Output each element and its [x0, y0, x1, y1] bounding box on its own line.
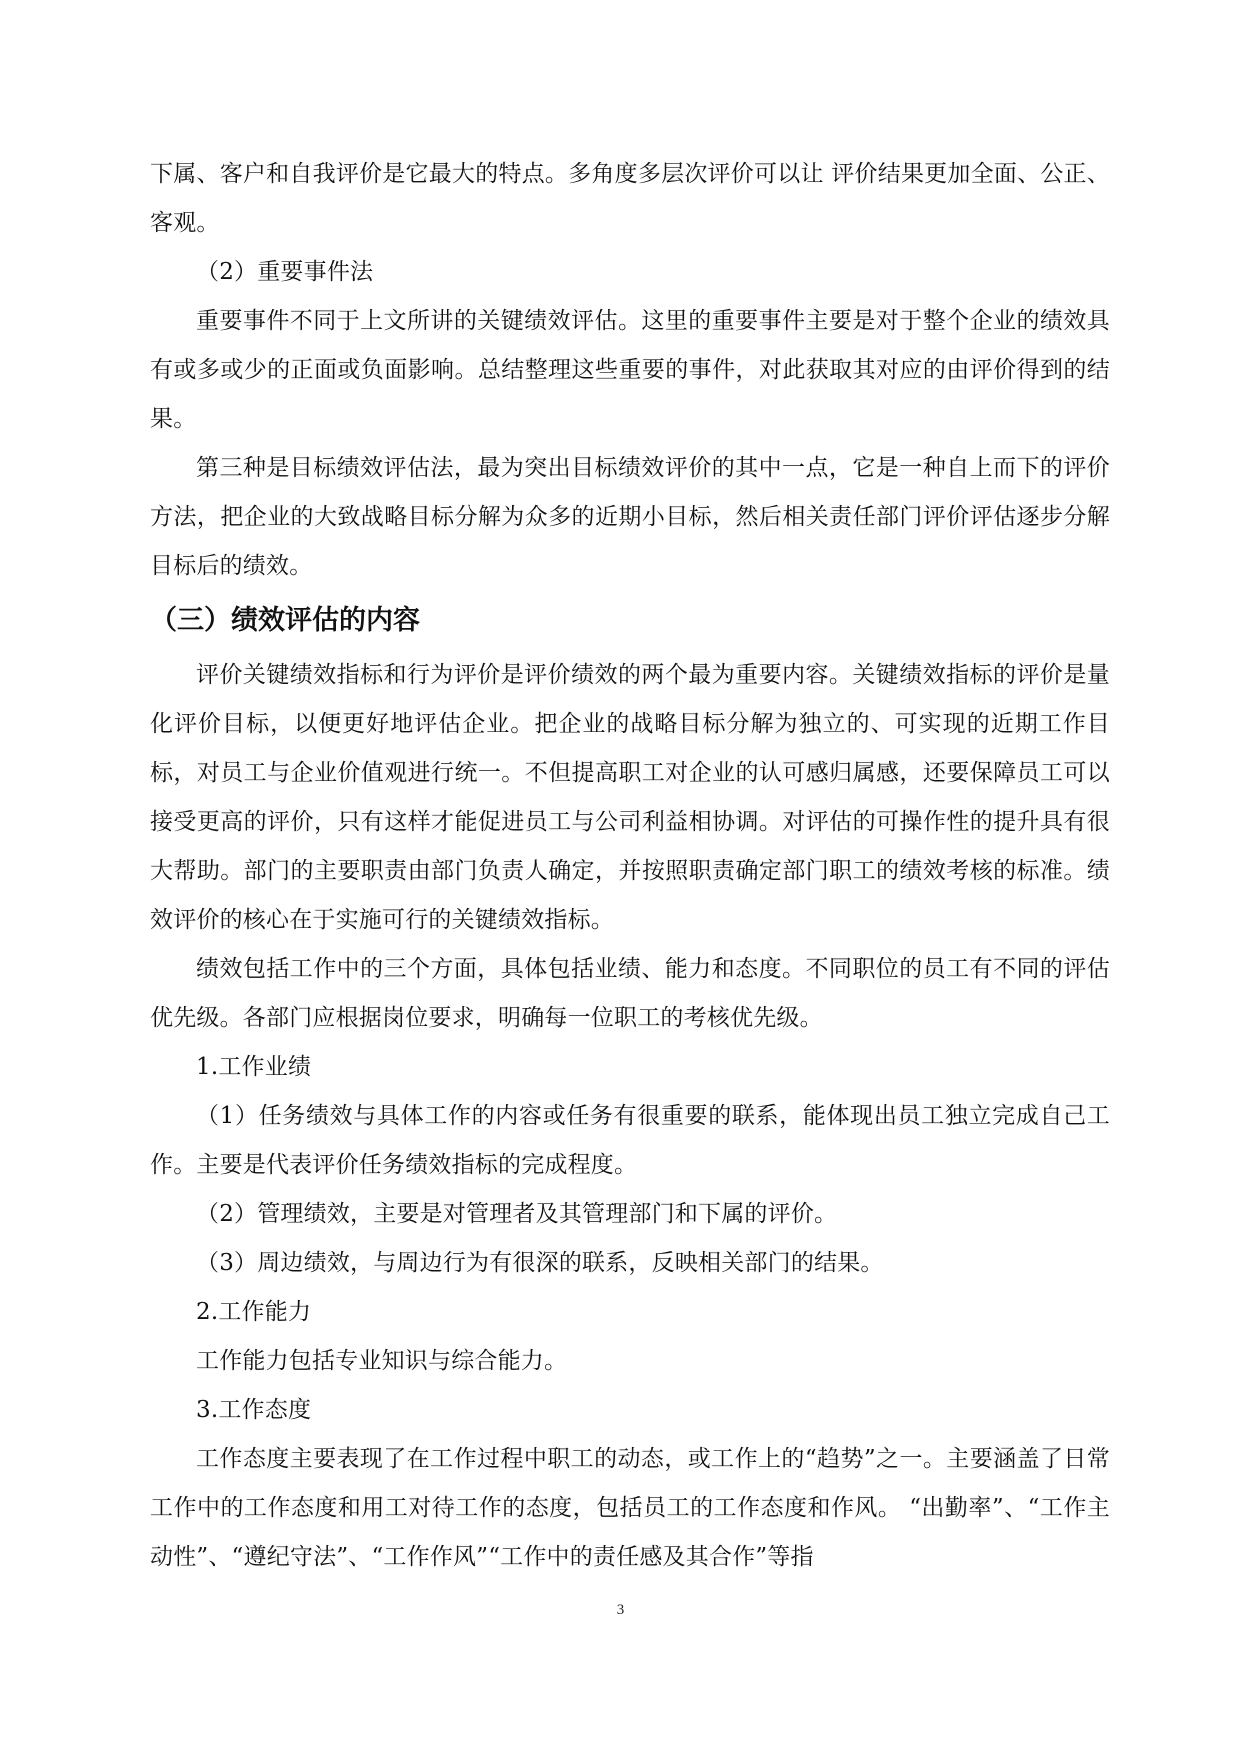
paragraph-work-attitude: 工作态度主要表现了在工作过程中职工的动态，或工作上的“趋势”之一。主要涵盖了日常工作中的工作态度和用工对待工作的态度，包括员工的工作态度和作风。 “出勤率”、“工作主动性”、“遵纪守法”、“工作作风”“工作中的责任感及其合作”等指	[150, 1446, 1110, 1570]
subheading-critical-incident-method: （2）重要事件法	[196, 259, 374, 285]
paragraph-work-ability: 工作能力包括专业知识与综合能力。	[196, 1348, 568, 1374]
paragraph-critical-incidents: 重要事件不同于上文所讲的关键绩效评估。这里的重要事件主要是对于整个企业的绩效具有或多或少的正面或负面影响。总结整理这些重要的事件，对此获取其对应的由评价得到的结果。	[150, 308, 1110, 432]
paragraph-objective-evaluation: 第三种是目标绩效评估法，最为突出目标绩效评价的其中一点，它是一种自上而下的评价方法，把企业的大致战略目标分解为众多的近期小目标，然后相关责任部门评价评估逐步分解目标后的绩效。	[150, 455, 1110, 579]
item-contextual-performance: （3）周边绩效，与周边行为有很深的联系，反映相关部门的结果。	[196, 1250, 884, 1276]
item-task-performance: （1）任务绩效与具体工作的内容或任务有很重要的联系，能体现出员工独立完成自己工作。主要是代表评价任务绩效指标的完成程度。	[150, 1103, 1110, 1178]
paragraph-kpi-evaluation: 评价关键绩效指标和行为评价是评价绩效的两个最为重要内容。关键绩效指标的评价是量化评价目标，以便更好地评估企业。把企业的战略目标分解为独立的、可实现的近期工作目标，对员工与企业价值观进行统一。不但提高职工对企业的认可感归属感，还要保障员工可以接受更高的评价，只有这样才能促进员工与公司利益相协调。对评估的可操作性的提升具有很大帮助。部门的主要职责由部门负责人确定，并按照职责确定部门职工的绩效考核的标准。绩效评价的核心在于实施可行的关键绩效指标。	[150, 662, 1110, 933]
paragraph-evaluation-features: 下属、客户和自我评价是它最大的特点。多角度多层次评价可以让 评价结果更加全面、公正、客观。	[150, 161, 1110, 236]
section-heading: （三）绩效评估的内容	[150, 605, 420, 636]
item-management-performance: （2）管理绩效，主要是对管理者及其管理部门和下属的评价。	[196, 1201, 838, 1227]
page-body	[150, 150, 1110, 1582]
page-number: 3	[616, 1602, 625, 1618]
item-work-performance: 1.工作业绩	[196, 1054, 312, 1080]
item-work-ability: 2.工作能力	[196, 1299, 312, 1325]
item-work-attitude: 3.工作态度	[196, 1397, 312, 1423]
paragraph-performance-aspects: 绩效包括工作中的三个方面，具体包括业绩、能力和态度。不同职位的员工有不同的评估优先级。各部门应根据岗位要求，明确每一位职工的考核优先级。	[150, 956, 1110, 1031]
